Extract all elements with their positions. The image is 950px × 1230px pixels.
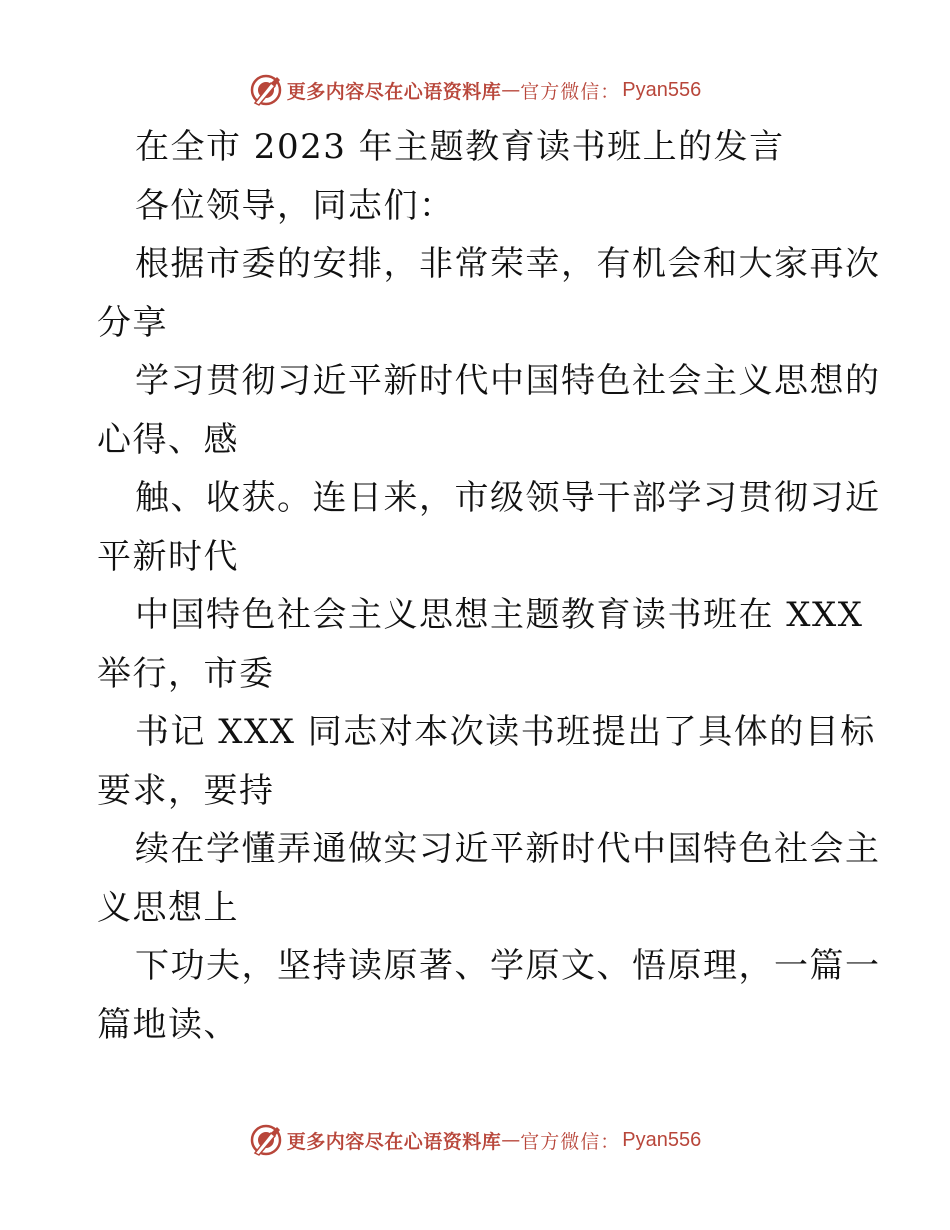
paragraph-line: 要求，要持 xyxy=(97,770,275,811)
footer-wechat-id: Pyan556 xyxy=(622,1128,702,1151)
paragraph-line: 心得、感 xyxy=(97,419,239,460)
paragraph-line: 根据市委的安排，非常荣幸，有机会和大家再次 xyxy=(135,244,881,284)
header-wechat-label: 官方微信： xyxy=(520,80,621,103)
header-brand-text: 更多内容尽在心语资料库 xyxy=(286,80,502,103)
salutation: 各位领导，同志们： xyxy=(135,185,455,226)
document-body xyxy=(97,118,881,1054)
paragraph-line: 下功夫，坚持读原著、学原文、悟原理，一篇一 xyxy=(135,946,881,986)
paragraph-line: 触、收获。连日来，市级领导干部学习贯彻习近 xyxy=(135,478,881,518)
paragraph-line: 平新时代 xyxy=(97,536,239,577)
paragraph-line: 义思想上 xyxy=(97,887,239,928)
paragraph-line: 续在学懂弄通做实习近平新时代中国特色社会主 xyxy=(135,829,881,869)
paragraph-line: 书记 XXX 同志对本次读书班提出了具体的目标 xyxy=(135,712,876,752)
document-title: 在全市 2023 年主题教育读书班上的发言 xyxy=(135,127,785,167)
header-wechat-id: Pyan556 xyxy=(622,78,702,101)
pen-circle-logo-icon xyxy=(249,1123,283,1157)
footer-brand-text: 更多内容尽在心语资料库 xyxy=(286,1130,502,1153)
pen-circle-logo-icon xyxy=(249,73,283,107)
footer-banner xyxy=(0,1120,950,1160)
paragraph-line: 中国特色社会主义思想主题教育读书班在 XXX xyxy=(135,595,864,635)
header-dash: — xyxy=(501,79,521,101)
paragraph-line: 分享 xyxy=(97,302,168,343)
header-banner xyxy=(0,70,950,110)
paragraph-line: 举行，市委 xyxy=(97,653,275,694)
footer-dash: — xyxy=(501,1129,521,1151)
footer-wechat-label: 官方微信： xyxy=(520,1130,621,1153)
paragraph-line: 篇地读、 xyxy=(97,1004,239,1045)
paragraph-line: 学习贯彻习近平新时代中国特色社会主义思想的 xyxy=(135,361,881,401)
